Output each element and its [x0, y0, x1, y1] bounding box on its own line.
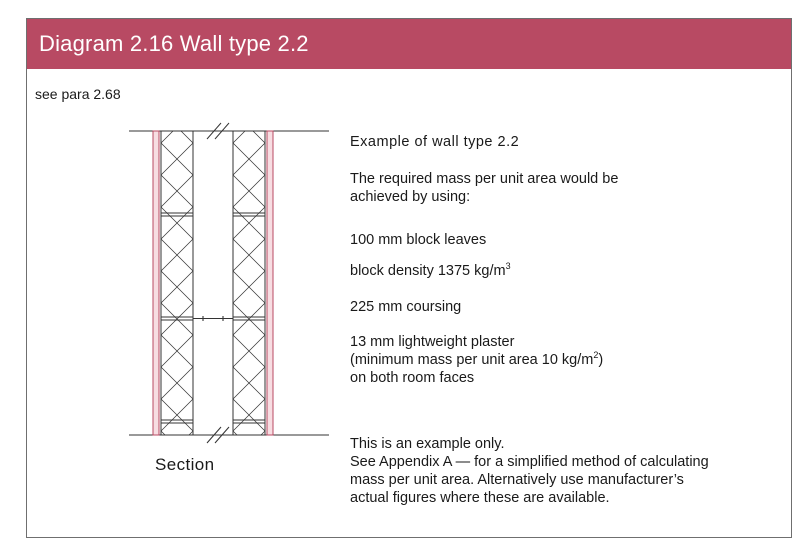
- wall-section-drawing: [123, 119, 333, 459]
- diagram-title: Diagram 2.16 Wall type 2.2: [39, 31, 309, 56]
- diagram-frame: [26, 18, 792, 538]
- density-text: block density 1375 kg/m: [350, 263, 506, 279]
- plaster-left: [153, 131, 159, 435]
- intro-line-1: The required mass per unit area would be: [350, 171, 619, 187]
- spec-density: [350, 262, 511, 280]
- spec-plaster-1: 13 mm lightweight plaster: [350, 334, 515, 350]
- plaster-mass-close: ): [598, 352, 604, 368]
- note-line-2: See Appendix A — for a simplified method of calculating: [350, 454, 709, 470]
- intro-line-2: achieved by using:: [350, 189, 471, 205]
- block-leaf-left: [161, 119, 193, 459]
- example-heading: Example of wall type 2.2: [350, 134, 520, 150]
- note-line-1: This is an example only.: [350, 436, 505, 452]
- wall-tie: [193, 316, 233, 321]
- density-exponent: 3: [505, 261, 511, 272]
- spec-plaster-2: [350, 351, 603, 369]
- header-bar: [27, 19, 791, 69]
- note-line-3: mass per unit area. Alternatively use manufacturer’s: [350, 472, 684, 488]
- spec-leaves: 100 mm block leaves: [350, 232, 487, 248]
- para-reference: see para 2.68: [35, 86, 121, 102]
- plaster-mass-text: (minimum mass per unit area 10 kg/m: [350, 352, 594, 368]
- block-leaf-right: [233, 119, 265, 459]
- spec-coursing: 225 mm coursing: [350, 299, 462, 315]
- section-label: Section: [155, 455, 215, 474]
- plaster-mass-exponent: 2: [593, 350, 599, 361]
- plaster-right: [267, 131, 273, 435]
- spec-plaster-3: on both room faces: [350, 370, 475, 386]
- note-line-4: actual figures where these are available.: [350, 490, 610, 506]
